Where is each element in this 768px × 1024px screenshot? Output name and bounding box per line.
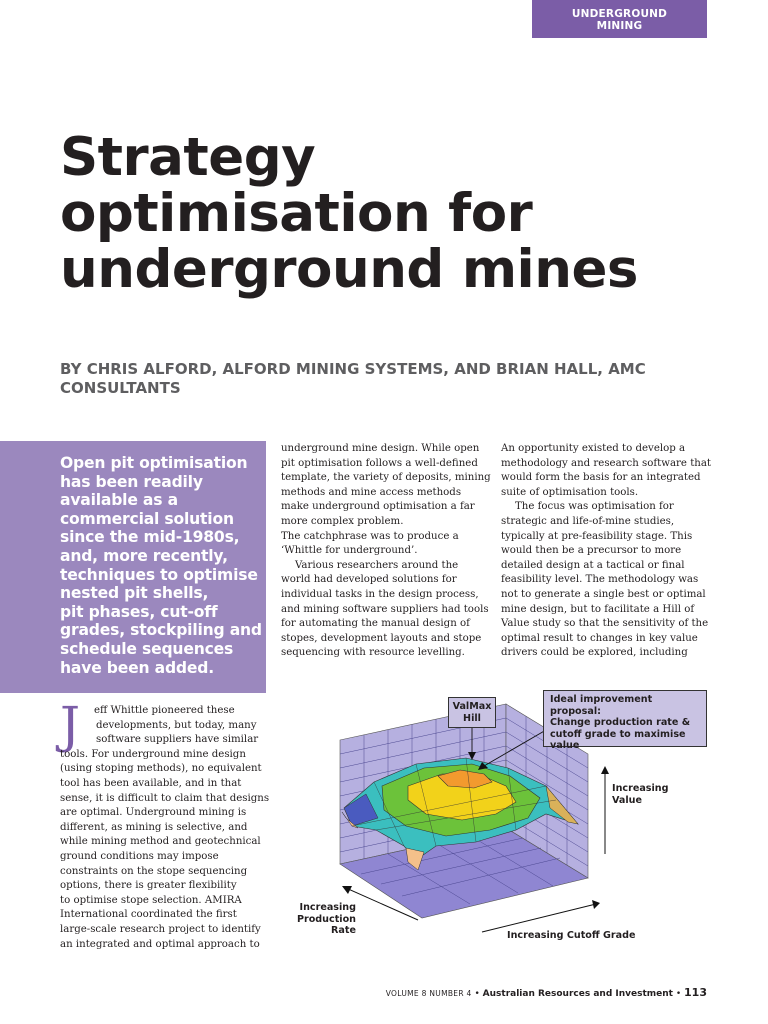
production-axis-label [296, 902, 356, 937]
text-line: Various researchers around the [295, 559, 459, 571]
text-line: pit optimisation follows a well-defined [281, 457, 478, 469]
intro-line: grades, stockpiling and [60, 621, 262, 640]
text-line: An opportunity existed to develop a [501, 443, 686, 454]
text-line: would form the basis for an integrated [501, 472, 701, 484]
proposal-line: Ideal improvement proposal: [550, 694, 653, 717]
proposal-callout [543, 690, 707, 751]
value-axis-line: Increasing [612, 783, 669, 794]
text-line: ground conditions may impose [60, 850, 219, 862]
intro-line: nested pit shells, [60, 584, 209, 603]
byline [60, 360, 710, 398]
text-line: drivers could be explored, including [501, 647, 688, 659]
body-column-middle [281, 442, 493, 661]
valmax-line: ValMax [452, 701, 492, 712]
value-axis-label [612, 783, 669, 806]
intro-line: commercial solution [60, 509, 234, 528]
text-line: large-scale research project to identify [60, 923, 261, 935]
text-line: underground mine design. While open [281, 443, 480, 454]
text-line: (using stoping methods), no equivalent [60, 763, 262, 775]
intro-line: schedule sequences [60, 639, 234, 658]
text-line: feasibility level. The methodology was [501, 574, 699, 586]
dropcap: J [60, 696, 81, 754]
text-line: world had developed solutions for [281, 574, 457, 586]
section-tag-line1: UNDERGROUND [571, 8, 668, 20]
valmax-label [448, 697, 496, 728]
intro-line: and, more recently, [60, 546, 228, 565]
proposal-line: cutoff grade to maximise [550, 728, 686, 740]
text-line: not to generate a single best or optimal [501, 588, 706, 600]
text-line: are optimal. Underground mining is [60, 807, 247, 819]
text-line: more complex problem. [281, 515, 404, 527]
text-line: developments, but today, many [96, 719, 257, 731]
footer-separator: • [675, 989, 682, 999]
intro-line: Open pit optimisation [60, 454, 248, 472]
footer-volume: VOLUME 8 NUMBER 4 [385, 989, 472, 998]
text-line: sense, it is difficult to claim that designs [60, 792, 270, 804]
text-line: mine design, but to facilitate a Hill of [501, 603, 695, 615]
section-tag [532, 0, 707, 38]
byline-line: CONSULTANTS [60, 379, 181, 397]
production-axis-line: Rate [331, 925, 356, 936]
text-line: different, as mining is selective, and [60, 821, 248, 833]
text-line: methods and mine access methods [281, 486, 462, 498]
title-line: underground mines [60, 239, 638, 300]
valmax-line: Hill [463, 712, 481, 724]
byline-line: BY CHRIS ALFORD, ALFORD MINING SYSTEMS, AND BRIAN HALL, AMC [60, 360, 646, 378]
text-line: template, the variety of deposits, mining [281, 472, 491, 484]
page-footer [386, 986, 707, 999]
intro-line: since the mid-1980s, [60, 528, 240, 547]
text-line: to optimise stope selection. AMIRA [60, 894, 242, 906]
footer-publication: Australian Resources and Investment [482, 989, 673, 999]
text-line: for automating the manual design of [281, 618, 470, 630]
text-line: tool has been available, and in that [60, 777, 242, 789]
hill-of-value-diagram [296, 690, 726, 950]
intro-standfirst [60, 454, 265, 677]
text-line: eff Whittle pioneered these [94, 705, 235, 716]
text-line: methodology and research software that [501, 457, 712, 469]
text-line: would then be a precursor to more [501, 545, 682, 557]
cutoff-axis-head [592, 900, 600, 909]
body-column-left [60, 704, 270, 952]
text-line: ‘Whittle for underground’. [281, 545, 418, 557]
text-line: typically at pre-feasibility stage. This [501, 530, 693, 542]
text-line: tools. For underground mine design [60, 748, 246, 760]
text-line: individual tasks in the design process, [281, 588, 479, 600]
intro-line: pit phases, cut-off [60, 602, 218, 621]
title-line: optimisation for [60, 183, 533, 244]
cutoff-axis-arrow [482, 904, 596, 932]
text-line: stopes, development layouts and stope [281, 632, 482, 644]
production-axis-line: Production [296, 913, 356, 925]
text-line: sequencing with resource levelling. [281, 647, 465, 659]
text-line: The focus was optimisation for [515, 501, 674, 513]
body-column-right [501, 442, 713, 661]
cutoff-axis-label: Increasing Cutoff Grade [507, 930, 636, 941]
text-line: detailed design at a tactical or final [501, 559, 685, 571]
intro-line: has been readily [60, 472, 203, 491]
intro-line: techniques to optimise [60, 565, 258, 584]
title-line: Strategy [60, 127, 316, 188]
proposal-line: Change production rate & [550, 717, 691, 728]
page-number: 113 [684, 986, 707, 999]
intro-line: available as a [60, 491, 178, 510]
footer-separator: • [474, 989, 480, 999]
text-line: strategic and life-of-mine studies, [501, 515, 675, 527]
text-line: while mining method and geotechnical [60, 836, 261, 848]
text-line: suite of optimisation tools. [501, 486, 639, 498]
article-title [60, 127, 710, 300]
text-line: constraints on the stope sequencing [60, 865, 248, 877]
text-line: Value study so that the sensitivity of the [501, 618, 709, 630]
section-tag-line2: MINING [596, 20, 643, 32]
text-line: The catchphrase was to produce a [281, 530, 459, 542]
text-line: options, there is greater flexibility [60, 880, 237, 892]
text-line: make underground optimisation a far [281, 501, 475, 513]
production-axis-line: Increasing [299, 902, 356, 913]
text-line: International coordinated the first [60, 909, 237, 921]
text-line: software suppliers have similar [96, 734, 259, 746]
text-line: and mining software suppliers had tools [281, 603, 489, 615]
intro-line: have been added. [60, 658, 214, 677]
text-line: an integrated and optimal approach to [60, 938, 260, 950]
proposal-line: value [550, 740, 580, 751]
value-axis-line: Value [612, 794, 642, 806]
value-axis-head [601, 766, 609, 774]
text-line: optimal result to changes in key value [501, 632, 698, 644]
